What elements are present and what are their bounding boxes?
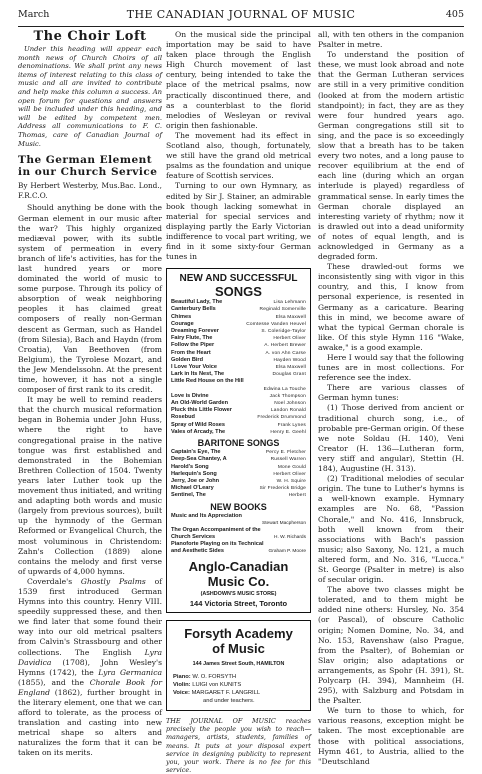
book-entry [171,534,306,541]
baritone-entry-title: Jerry, Joe or John [171,477,220,484]
song-entry-title: Vales of Arcady, The [171,428,226,435]
song-entry-title: Canterbury Bells [171,306,216,313]
forsyth-title-line2: of Music [212,640,265,656]
baritone-entry-title: Deep-Sea Chantey, A [171,456,227,463]
song-entry-title: Golden Bird [171,356,204,363]
song-entry-composer: Elsa Maxwell [275,364,306,370]
baritone-entry-composer: Herbert Oliver [273,471,306,477]
song-entry [171,386,306,393]
forsyth-teacher-line: and under teachers. [203,697,255,704]
song-entry [171,407,306,414]
article-paragraph: Coverdale's Ghostly Psalms of 1539 first introduced German Hymns into this country. Henry VIII. speedily suppressed these, and then we find later that some found their way into our old metrical psalters from Calvin's Strassbourg and other collections. The English Lyra Davidica (1708), John Wesley's Hymns (1742), the Lyra Germanica (1855), and the Chorale Book for England (1862), further brought in the literary element, one that we can afford to tolerate, as the process of translation and casting into new metrical shape so alters and naturalizes the form that it can be taken on its merits. [18,576,162,758]
header-month: March [18,9,50,20]
article-paragraph: all, with ten others in the companion Psalter in metre. [318,30,464,50]
song-entry-composer: Elsa Maxwell [275,314,306,320]
article-paragraph: Here I would say that the following tunes are in most collections. For reference see the index. [318,353,464,383]
song-entry-title: Follow the Piper [171,342,215,349]
song-entry-composer: A. Herbert Brewer [264,343,306,349]
book-entry-title: and Aesthetic Sides [171,547,224,554]
section-intro: Under this heading will appear each month news of Church Choirs of all denominations. We shall print any news items of interest relating to this class of music and all are invited to contribute and help make this column a success. An open forum for questions and answers will be included under this heading, and will be edited by competent men. Address all communications to F. C. Thomas, care of Canadian Journal of Music. [18,45,162,148]
book-entry-composer: H. W. Richards [274,534,306,540]
baritone-entry-composer: Russell Warren [270,457,306,463]
column-middle [166,30,311,774]
baritone-entry [171,471,306,478]
page-header [18,4,464,27]
song-entry [171,393,306,400]
song-entry [171,335,306,342]
ad-title-songs: SONGS [215,284,262,300]
song-entry [171,371,306,378]
song-entry-title: I Love Your Voice [171,363,218,370]
book-entry [171,541,306,548]
song-entry-composer: Comtesse Vanden Heuvel [246,321,306,327]
article-paragraph: Turning to our own Hymnary, as edited by Sir J. Stainer, an admirable book though lacking somewhat in material for special services and displaying partly the Early Victorian indifference to vocal part writing, we find in it some sixty-four German tunes in [166,181,311,262]
baritone-entry-composer: Herbert [288,493,306,499]
section-title-choir-loft: The Choir Loft [33,29,147,44]
song-entry-composer: Frederick Drummond [257,415,306,421]
song-entry [171,364,306,371]
song-entry [171,321,306,328]
book-entry [171,520,306,527]
songs-advertisement [166,268,311,613]
song-entry-title: Love is Divine [171,392,209,399]
song-entry-title: Spray of Wild Roses [171,421,226,428]
baritone-entry [171,492,306,499]
book-entry-composer: Graham P. Moore [268,548,306,554]
publisher-name: Anglo-Canadian Music Co. [188,558,289,589]
books-list [171,513,306,555]
book-entry [171,513,306,520]
forsyth-teacher-line: Voice: MARGARET F. LANGRILL [173,689,261,696]
column-right [318,30,464,767]
song-entry [171,350,306,357]
publisher-address: 144 Victoria Street, Toronto [189,598,288,608]
baritone-entry-title: Harlequin's Song [171,470,217,477]
ad-title: NEW AND SUCCESSFUL [179,273,298,285]
baritone-entry-title: Captain's Eye, The [171,449,221,456]
song-entry-title: Rosebud [171,414,195,421]
song-entry [171,378,306,385]
song-entry [171,414,306,421]
forsyth-teacher-line: Violin: LUIGI von KUNITS [173,681,242,688]
article-paragraph: There are various classes of German hymn tunes: [318,383,464,403]
song-entry [171,357,306,364]
book-entry-title: Church Services [171,533,216,540]
baritone-entry-composer: Percy E. Fletcher [265,450,306,456]
article-paragraph: (2) Traditional melodies of secular origin. The tune to Luther's hymns is a well-known example. Hymnary examples are No. 68, "Passion Chorale," and No. 416, Innsbruck, both well known from their associations with Bach's passion music; also Saxony, No. 121, a much altered form, and No. 316, "Lucca." St. George (Psalter in metre) is also of secular origin. [318,474,464,585]
article-paragraph: Should anything be done with the German element in our music after the war? This highly organized mediæval power, with its subtle system of permeation in every branch of life's activities, has for the last hundred years or more dominated the world of music to some purpose. Through its policy of absorption of weak neighboring peoples it has claimed great composers of really non-German descent as German, such as Handel (from Silesia), Bach and Haydn (from Croatia), Van Beethoven (from Belgium), the Tyrolese Mozart, and the Jew Mendelssohn. At the present time, however, it has not a single composer of first rank to its credit. [18,203,162,395]
song-entry [171,306,306,313]
song-entry-title: Courage [171,320,194,327]
song-entry-title: Little Red House on the Hill [171,378,244,385]
book-entry [171,548,306,555]
song-entry-composer: Edwina La Touche [263,386,306,392]
article-paragraph: The movement had its effect in Scotland also, though, fortunately, we still have the grand old metrical psalms as the foundation and unique feature of Scottish services. [166,130,311,181]
article-paragraph: (1) Those derived from ancient or traditional church song, i.e., of probable pre-German origin. Of these we note Soldau (H. 140), Veni Creator (H. 136—Lutheran form, very stiff and angular), Stettin (H. 184), Augustine (H. 313). [318,403,464,474]
song-entry-title: Lark in Its Nest, The [171,371,225,378]
song-entry-composer: Reginald Somerville [259,307,306,313]
baritone-entry-title: Harold's Song [171,463,209,470]
book-entry-title: Music and Its Appreciation [171,512,242,519]
journal-promo: THE JOURNAL OF MUSIC reaches precisely the people you wish to reach—managers, artists, students, families of means. It puts at your disposal expert service in designing publicity to represent you, your work. There is no fee for this service. [166,716,311,774]
songs-list [171,299,306,436]
song-entry [171,328,306,335]
forsyth-teachers [173,673,304,705]
song-entry-title: From the Heart [171,349,211,356]
book-entry-title: Pianoforte Playing on its Technical [171,540,264,547]
song-entry-title: Fairy Flute, The [171,335,213,342]
song-entry [171,342,306,349]
forsyth-advertisement [166,620,311,711]
article-paragraph: The above two classes might be tolerated, and to them might be added nine others: Hursley, No. 354 (or Pascal), of obscure Catholic origin; Nomen Domine, No. 34, and No. 153, Ravenshaw (also Prague, from the Psalter), of Bohemian or Slav origin; also adaptations or arrangements, as Spohr (H. 391), St. Polycarp (H. 394), Mannheim (H. 295), with Salzburg and Potsdam in the Psalter. [318,585,464,706]
baritone-entry [171,478,306,485]
baritone-entry [171,485,306,492]
song-entry-composer: Jack Thompson [269,393,306,399]
article-paragraph: On the musical side the principal importation may be said to have taken place through the English High Church movement of last century, being intended to take the place of the metrical psalms, now practically discontinued there, and as a counterblast to the florid melodies of Wesleyan or revival origin then fashionable. [166,30,311,130]
forsyth-address: 144 James Street South, HAMILTON [192,660,285,667]
song-entry-title: Chimes [171,313,192,320]
article-paragraph: These drawled-out forms we inconsistently sing with vigor in this country, and this, I know from personal experience, is resented in Germany as a caricature. Bearing this in mind, we become aware of what the typical German chorale is like. Of this style Hymn 116 "Wake, awake," is a good example. [318,262,464,352]
books-title: NEW BOOKS [210,501,267,512]
song-entry-composer: Henry E. Geehl [270,429,306,435]
article-paragraph: We turn to those to which, for various reasons, exception might be taken. The most exceptionable are those with political associations, Hymn 461, to Austria, allied to the "Deutschland [318,706,464,766]
song-entry-composer: Landon Ronald [270,408,306,414]
baritone-entry-title: Sentinel, The [171,492,206,499]
article-paragraph: To understand the position of these, we must look abroad and note that the German Lutheran services are still in a very primitive condition (looked at from the modern artistic standpoint); in fact, they are as they were four hundred years ago. German congregations still sit to sing, and the pace is so exceedingly slow that a breath has to be taken every two notes, and a long pause to recover equilibrium at the end of each line (during which an organ interlude is played) regardless of grammatical sense. In early times the German chorale displayed an interesting variety of rhythm; now it is drawled out into a dead uniformity of notes of equal length, and is acknowledged in Germany as a degraded form. [318,50,464,262]
song-entry-composer: Noel Johnson [274,401,306,406]
baritone-title: BARITONE SONGS [197,438,280,449]
forsyth-title: Forsyth Academy [184,625,293,641]
baritone-entry-composer: Sir Frederick Bridge [259,486,306,492]
baritone-entry-composer: W. H. Squire [276,478,306,484]
book-entry-composer: Stewart Macpherson [262,520,306,526]
song-entry-composer: A. von Ahn Carse [265,350,306,356]
song-entry-composer: S. Coleridge-Taylor [261,328,306,334]
column-left [18,30,162,759]
header-journal-title: THE CANADIAN JOURNAL OF MUSIC [126,8,356,21]
publisher-subtitle: (ASHDOWN'S MUSIC STORE) [200,590,277,597]
song-entry-composer: Lisa Lehmann [273,300,306,306]
book-entry [171,527,306,534]
article-title: The German Element in our Church Service [18,154,158,179]
song-entry-composer: Frank Lynes [277,422,306,428]
song-entry [171,299,306,306]
song-entry [171,429,306,436]
header-page-number: 405 [445,9,464,20]
article-paragraph: It may be well to remind readers that the church musical reformation began in Bohemia under John Huss, where the right to have congregational praise in the native tongue was first established and demonstrated in the Bohemian Brethren Collection of 1504. Twenty years later Luther took up the movement thus initiated, and writing and adapting both words and music (largely from previous sources), built up the hymnody of the German Reformed or Evangelical Church, the most voluminous in Christendom: Zahn's Collection (1889) alone contains the melody and first verse of upwards of 4,000 hymns. [18,395,162,576]
article-byline: By Herbert Westerby, Mus.Bac. Lond., F.R.C.O. [18,181,162,201]
book-entry-title: The Organ Accompaniment of the [171,526,261,533]
song-entry-composer: Herbert Oliver [273,336,306,342]
song-entry-title: Pluck this Little Flower [171,407,232,414]
baritone-entry-title: Michael O'Leary [171,485,214,492]
song-entry-composer: Douglas Grant [272,372,306,378]
song-entry-title: An Old-World Garden [171,400,229,406]
song-entry-composer: Hayden Wood [273,357,306,363]
song-entry-title: Dreaming Forever [171,327,219,334]
song-entry-title: Beautiful Lady, The [171,299,223,306]
song-entry [171,400,306,407]
song-entry [171,314,306,321]
baritone-songs-list [171,449,306,499]
baritone-entry [171,449,306,456]
song-entry [171,422,306,429]
baritone-entry-composer: Mone Gould [277,464,306,470]
baritone-entry [171,464,306,471]
baritone-entry [171,456,306,463]
forsyth-teacher-line: Piano: W. O. FORSYTH [173,673,237,680]
